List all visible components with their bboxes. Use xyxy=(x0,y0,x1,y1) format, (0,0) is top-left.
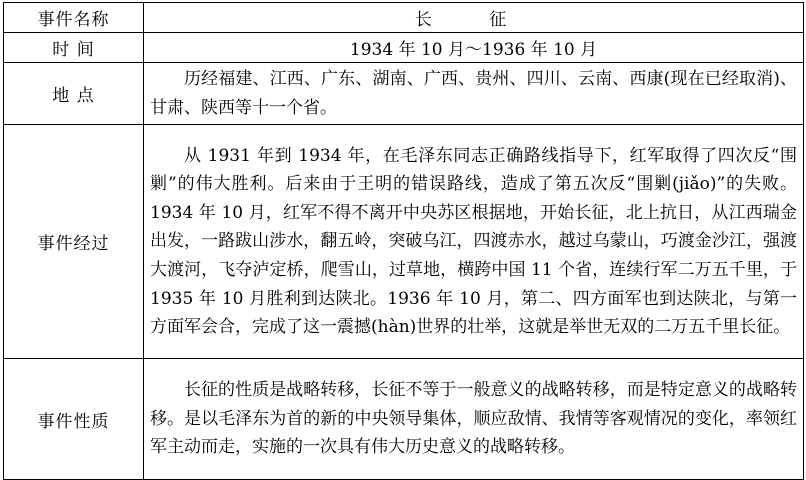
nature-value: 长征的性质是战略转移，长征不等于一般意义的战略转移，而是特定意义的战略转移。是以毛泽东为首的新的中央领导集体，顺应敌情、我情等客观情况的变化，率领红军主动而走，实施的一次具有伟大历史意义的战略转移。 xyxy=(144,359,804,480)
process-label: 事件经过 xyxy=(4,125,144,359)
table-row-place xyxy=(4,63,804,125)
table-row-nature xyxy=(4,359,804,480)
time-label: 时 间 xyxy=(4,33,144,63)
place-label: 地 点 xyxy=(4,63,144,125)
event-table xyxy=(3,2,804,480)
nature-label: 事件性质 xyxy=(4,359,144,480)
event-name-label: 事件名称 xyxy=(4,3,144,33)
event-name-value: 长 征 xyxy=(414,10,533,30)
process-value: 从 1931 年到 1934 年，在毛泽东同志正确路线指导下，红军取得了四次反“围剿”的伟大胜利。后来由于王明的错误路线，造成了第五次反“围剿(jiǎo)”的失败。1934 年 10 月，红军不得不离开中央苏区根据地，开始长征，北上抗日，从江西瑞金出发，一路跋山涉水，翻五岭，突破乌江，四渡赤水，越过乌蒙山，巧渡金沙江，强渡大渡河，飞夺泸定桥，爬雪山，过草地，横跨中国 11 个省，连续行军二万五千里，于 1935 年 10 月胜利到达陕北。1936 年 10 月，第二、四方面军也到达陕北，与第一方面军会合，完成了这一震撼(hàn)世界的壮举，这就是举世无双的二万五千里长征。 xyxy=(144,125,804,359)
time-value: 1934 年 10 月～1936 年 10 月 xyxy=(144,33,804,63)
table-row-process xyxy=(4,125,804,359)
event-name-value-cell xyxy=(144,3,804,33)
table-row-event-name xyxy=(4,3,804,33)
place-value: 历经福建、江西、广东、湖南、广西、贵州、四川、云南、西康(现在已经取消)、甘肃、陕西等十一个省。 xyxy=(144,63,804,125)
table-row-time xyxy=(4,33,804,63)
